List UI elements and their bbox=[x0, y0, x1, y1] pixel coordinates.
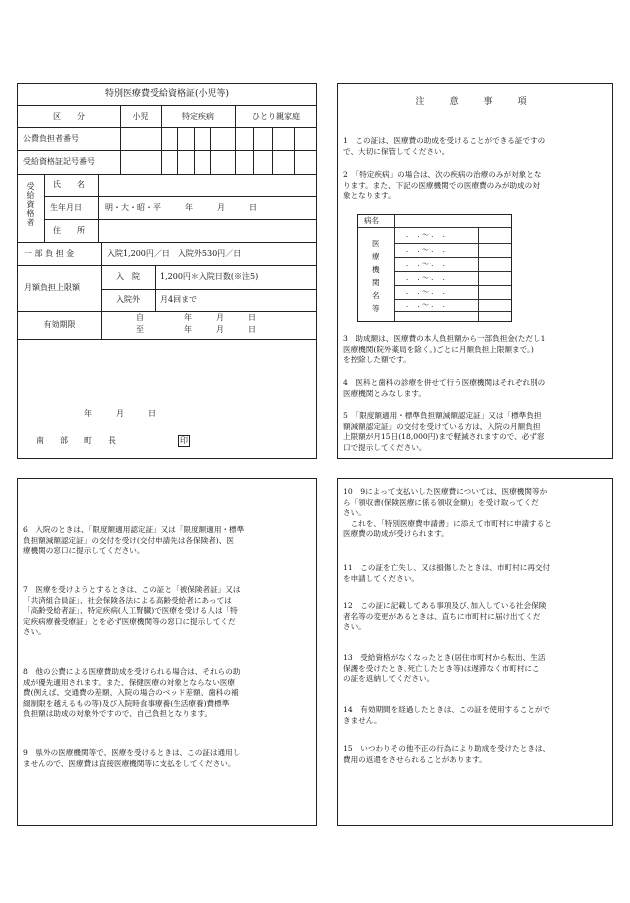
note-11: 11 この証を亡失し、又は損傷したときは、市町村に再交付 を申請してください。 bbox=[343, 563, 551, 583]
divider bbox=[394, 299, 511, 300]
divider bbox=[155, 265, 156, 311]
header-single-parent: ひとり親家庭 bbox=[252, 112, 300, 121]
divider bbox=[394, 311, 511, 312]
divider bbox=[194, 127, 195, 174]
institution-label: 医 療 機 関 名 等 bbox=[372, 239, 380, 313]
divider bbox=[358, 227, 511, 228]
period-row: . . 〜 . . bbox=[406, 260, 445, 268]
birthdate-value: 明・大・昭・平 年 月 日 bbox=[105, 203, 257, 212]
validity-to: 至 年 月 日 bbox=[136, 325, 256, 334]
divider bbox=[394, 285, 511, 286]
divider bbox=[478, 227, 479, 321]
divider bbox=[18, 311, 316, 312]
public-payer-number-label: 公費負担者番号 bbox=[23, 134, 79, 143]
recipient-side-label: 受給資格者 bbox=[26, 182, 35, 227]
note-2: 2 「特定疾病」の場合は、次の疾病の治療のみが対象とな ります。また、下記の医療機関での医療費のみが助成の対 象となります。 bbox=[343, 170, 542, 201]
inpatient-label: 入 院 bbox=[116, 272, 140, 281]
notes-panel-1 bbox=[337, 83, 613, 459]
monthly-limit-label: 月額負担上限額 bbox=[24, 283, 80, 292]
copay-label: 一 部 負 担 金 bbox=[24, 249, 75, 258]
divider bbox=[394, 215, 395, 321]
note-12: 12 この証に記載してある事項及び､加入している社会保険 者名等の変更があるときは、直ちに市町村に届け出てくだ さい。 bbox=[343, 601, 547, 632]
inpatient-value: 1,200円＊入院日数(※注5) bbox=[160, 272, 259, 281]
note-6: 6 入院のときは、「限度額適用認定証」又は「限度額適用・標準 負担額減額認定証」の交付を受け(交付申請先は各保険者)、医 療機関の窓口に提示してください。 bbox=[23, 525, 245, 556]
divider bbox=[394, 271, 511, 272]
note-4: 4 医科と歯科の診療を併せて行う医療機関はそれぞれ別の 医療機関とみなします。 bbox=[343, 378, 546, 398]
copay-value: 入院1,200円／日 入院外530円／日 bbox=[107, 249, 242, 258]
validity-from: 自 年 月 日 bbox=[136, 313, 256, 322]
note-8: 8 他の公費による医療費助成を受けられる場合は、それらの助 成が優先適用されます。また、保健医療の対象とならない医療 費(例えば、交通費の差額、入院の場合のベッド差額、歯科の補 綴制限を越えるもの等)及び入院時食事療養(生活療養)費標準 負担額は助成の対象外ですので、自己負担となります。 bbox=[23, 667, 241, 719]
divider bbox=[18, 265, 316, 266]
name-label: 氏 名 bbox=[53, 180, 85, 189]
issuer-name: 南 部 町 長 bbox=[36, 436, 116, 445]
divider bbox=[18, 242, 316, 243]
period-row: . . 〜 . . bbox=[406, 231, 445, 239]
divider bbox=[44, 219, 316, 220]
certificate-panel bbox=[17, 83, 317, 459]
divider bbox=[18, 174, 316, 175]
divider bbox=[210, 127, 211, 174]
note-13: 13 受給資格がなくなったとき(居住市町村から転出、生活 保護を受けたとき､死亡したとき等)は遅滞なく市町村にこ の証を返納してください。 bbox=[343, 653, 546, 684]
divider bbox=[272, 127, 273, 174]
recipient-number-label: 受給資格証記号番号 bbox=[23, 157, 95, 166]
divider bbox=[253, 127, 254, 174]
address-label: 住 所 bbox=[53, 226, 85, 235]
divider bbox=[177, 127, 178, 174]
issue-date: 年 月 日 bbox=[84, 409, 156, 418]
notes-panel-2 bbox=[17, 478, 317, 826]
note-14: 14 有効期間を経過したときは、この証を使用することがで きません。 bbox=[343, 705, 551, 725]
note-9: 9 県外の医療機関等で、医療を受けるときは、この証は通用し ませんので、医療費は直接医療機関等に支払をしてください。 bbox=[23, 748, 241, 768]
header-specific-disease: 特定疾病 bbox=[182, 112, 214, 121]
validity-label: 有効期限 bbox=[43, 320, 76, 329]
divider bbox=[44, 174, 45, 242]
outpatient-value: 月4回まで bbox=[160, 295, 198, 304]
divider bbox=[101, 289, 316, 290]
seal-mark: 印 bbox=[180, 436, 188, 445]
note-15: 15 いつわりその他不正の行為により助成を受けたときは、 費用の返還をさせられることがあります。 bbox=[343, 744, 551, 764]
period-row: . . 〜 . . bbox=[406, 246, 445, 254]
divider bbox=[98, 174, 99, 242]
outpatient-label: 入院外 bbox=[116, 295, 140, 304]
note-5: 5 「限度額適用・標準負担額減額認定証」又は「標準負担 額減額認定証」の交付を受けている方は、入院の月額負担 上限額が月15日(18,000円)まで軽減されますので、必ず窓 口で提示してください。 bbox=[343, 411, 545, 452]
divider bbox=[294, 127, 295, 174]
certificate-title: 特別医療費受給資格証(小児等) bbox=[18, 84, 316, 106]
notes-title: 注 意 事 項 bbox=[415, 97, 535, 107]
divider bbox=[394, 257, 511, 258]
divider bbox=[394, 243, 511, 244]
disease-institution-table bbox=[357, 214, 512, 322]
period-row: . . 〜 . . bbox=[406, 288, 445, 296]
note-3: 3 助成額は、医療費の本人負担額から一部負担金(ただし1 医療機関(院外薬局を除く。)ごとに月額負担上限額まで。) を控除した額です。 bbox=[343, 334, 546, 365]
note-10: 10 9によって支払いした医療費については、医療機関等か ら「領収書(保険医療に係る領収金額)」を受け取ってくだ さい。 これを、「特別医療費申請書」に添えて市町村に申請すると 医療費の助成が受けられます。 bbox=[343, 487, 552, 539]
period-row: . . 〜 . . bbox=[406, 301, 445, 309]
note-1: 1 この証は、医療費の助成を受けることができる証ですの で、大切に保管してください。 bbox=[343, 136, 546, 156]
divider bbox=[44, 196, 316, 197]
disease-name-label: 病名 bbox=[364, 216, 379, 225]
divider bbox=[101, 311, 102, 339]
period-row: . . 〜 . . bbox=[406, 274, 445, 282]
header-division: 区 分 bbox=[53, 112, 85, 121]
header-child: 小児 bbox=[132, 112, 149, 121]
divider bbox=[18, 339, 316, 340]
notes-panel-3 bbox=[337, 478, 613, 826]
birthdate-label: 生年月日 bbox=[50, 203, 82, 212]
note-7: 7 医療を受けようとするときは、この証と「被保険者証」又は 「共済組合員証」、社会保険各法による高齢受給者にあっては 「高齢受給者証」、特定疾病(人工腎臓)で医療を受ける人は「特 定疾病療養受療証」とを必ず医療機関等の窓口に提示してくだ さい。 bbox=[23, 585, 241, 637]
